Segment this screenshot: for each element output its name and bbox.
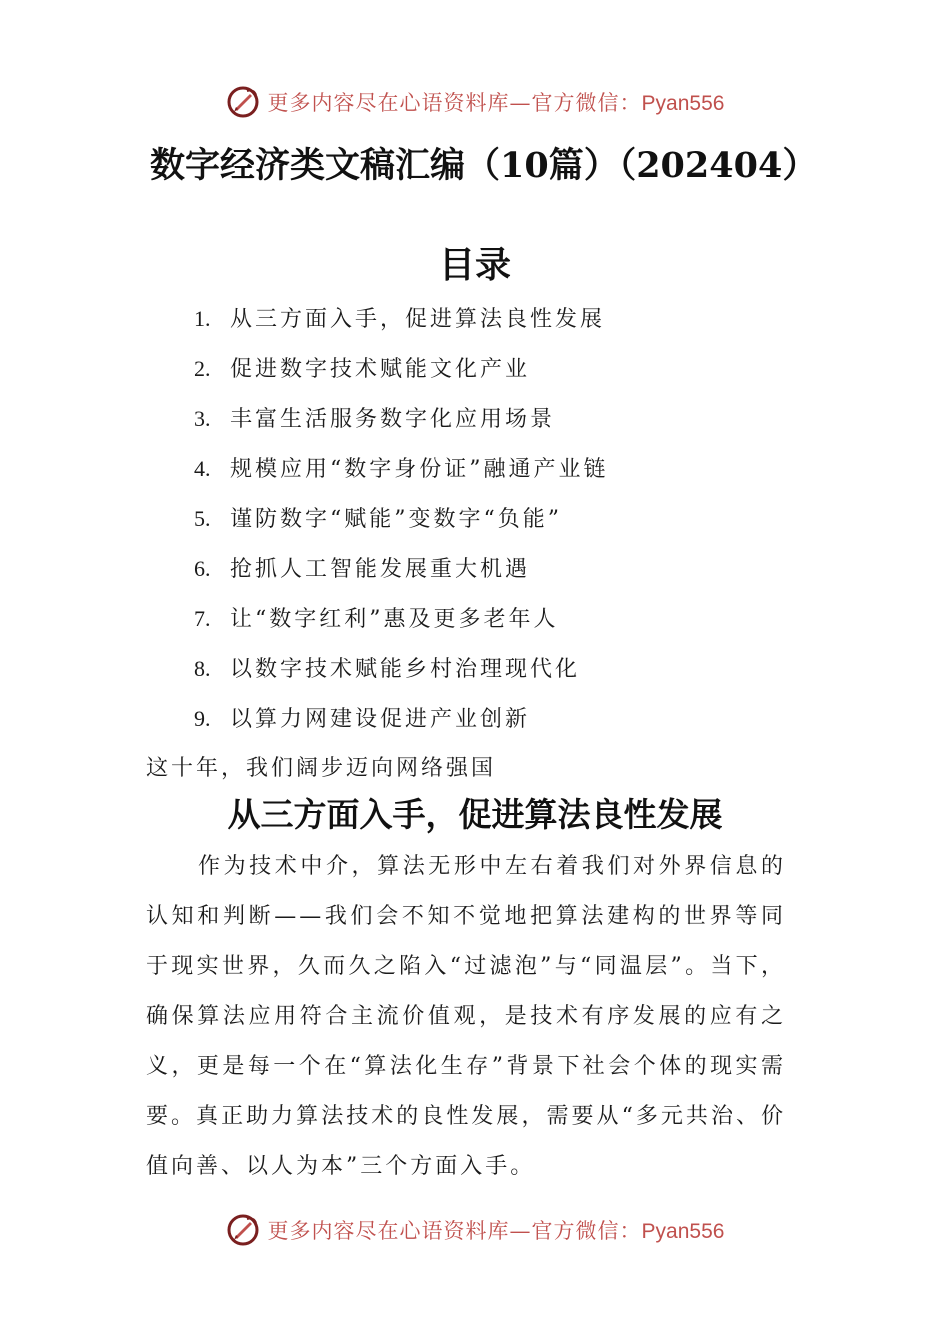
watermark-banner-bottom xyxy=(0,1210,950,1250)
toc-item-number: 9. xyxy=(194,706,211,731)
toc-item-label: 促进数字技术赋能文化产业 xyxy=(230,357,531,382)
toc-item-number: 3. xyxy=(194,406,211,431)
watermark-text xyxy=(268,1215,725,1245)
toc-item[interactable] xyxy=(194,696,609,746)
toc-item-number: 4. xyxy=(194,456,211,481)
toc-item-number: 6. xyxy=(194,556,211,581)
toc-item[interactable] xyxy=(194,446,609,496)
toc-item-number: 2. xyxy=(194,356,211,381)
document-title: 数字经济类文稿汇编（10篇）（202404） xyxy=(150,145,818,186)
pen-circle-logo-icon xyxy=(226,1213,260,1247)
toc-item-number: 1. xyxy=(194,306,211,331)
table-of-contents xyxy=(194,296,609,746)
toc-item-label: 让“数字红利”惠及更多老年人 xyxy=(230,607,559,632)
pen-circle-logo-icon xyxy=(226,85,260,119)
toc-item[interactable] xyxy=(194,646,609,696)
toc-item-label: 以算力网建设促进产业创新 xyxy=(230,707,531,732)
toc-item-label: 抢抓人工智能发展重大机遇 xyxy=(230,557,531,582)
toc-item[interactable] xyxy=(194,296,609,346)
watermark-text-cn: 更多内容尽在心语资料库—官方微信： xyxy=(267,91,642,115)
toc-item[interactable] xyxy=(194,546,609,596)
toc-item-label: 规模应用“数字身份证”融通产业链 xyxy=(230,457,609,482)
section-title: 从三方面入手，促进算法良性发展 xyxy=(227,795,723,834)
toc-item[interactable] xyxy=(194,596,609,646)
toc-item[interactable] xyxy=(194,346,609,396)
toc-item-label: 丰富生活服务数字化应用场景 xyxy=(230,407,556,432)
toc-item[interactable] xyxy=(194,496,609,546)
watermark-text xyxy=(268,87,725,117)
watermark-wechat-id: Pyan556 xyxy=(641,1220,725,1243)
watermark-banner-top xyxy=(0,82,950,122)
toc-heading: 目录 xyxy=(438,244,511,286)
watermark-text-cn: 更多内容尽在心语资料库—官方微信： xyxy=(267,1219,642,1243)
body-paragraph: 作为技术中介，算法无形中左右着我们对外界信息的认知和判断——我们会不知不觉地把算法建构的世界等同于现实世界，久而久之陷入“过滤泡”与“同温层”。当下，确保算法应用符合主流价值观，是技术有序发展的应有之义，更是每一个在“算法化生存”背景下社会个体的现实需要。真正助力算法技术的良性发展，需要从“多元共治、价值向善、以人为本”三个方面入手。 xyxy=(146,854,786,1179)
toc-item-label: 谨防数字“赋能”变数字“负能” xyxy=(230,507,562,532)
toc-item-unnumbered[interactable]: 这十年，我们阔步迈向网络强国 xyxy=(146,756,497,781)
watermark-wechat-id: Pyan556 xyxy=(641,92,725,115)
toc-item-label: 从三方面入手，促进算法良性发展 xyxy=(230,307,606,332)
toc-item[interactable] xyxy=(194,396,609,446)
toc-item-label: 以数字技术赋能乡村治理现代化 xyxy=(230,657,581,682)
toc-item-number: 7. xyxy=(194,606,211,631)
toc-item-number: 8. xyxy=(194,656,211,681)
toc-item-number: 5. xyxy=(194,506,211,531)
